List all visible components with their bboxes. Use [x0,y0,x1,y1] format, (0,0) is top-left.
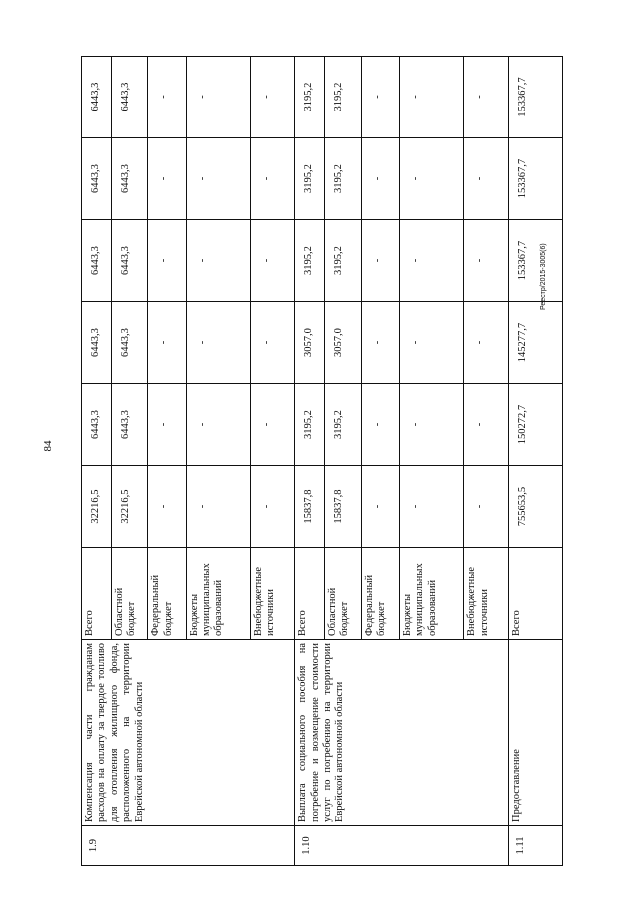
amount-cell: - [361,220,399,302]
amount-cell: - [464,384,508,466]
amount-cell: - [250,302,294,384]
amount-cell: 15837,8 [324,466,361,548]
page-number: 84 [42,440,54,452]
amount-cell: - [186,57,250,138]
amount-cell: - [361,466,399,548]
funding-source-cell: Внебюджетные источники [250,548,294,640]
program-funding-table [81,56,563,866]
amount-cell: - [464,57,508,138]
table-row [295,57,325,866]
amount-cell: - [361,384,399,466]
amount-cell: 153367,7 [508,57,562,138]
amount-cell: - [250,138,294,220]
measure-description-cell: Выплата социального пособия на погребение и возмещение стоимости услуг по погребению на территории Еврейской автономной области [295,640,508,826]
amount-cell: 6443,3 [111,138,148,220]
amount-cell: - [361,302,399,384]
rotated-table-wrapper [81,57,563,866]
table-row [82,57,112,866]
amount-cell: - [361,57,399,138]
amount-cell: 15837,8 [295,466,325,548]
amount-cell: - [186,138,250,220]
amount-cell: 6443,3 [111,302,148,384]
amount-cell: 3195,2 [324,384,361,466]
funding-source-cell: Областной бюджет [324,548,361,640]
amount-cell: - [148,384,186,466]
amount-cell: 6443,3 [111,384,148,466]
amount-cell: - [148,466,186,548]
funding-source-cell: Областной бюджет [111,548,148,640]
amount-cell: 6443,3 [82,302,112,384]
amount-cell: - [464,466,508,548]
amount-cell: 153367,7 [508,220,562,302]
amount-cell: - [399,220,463,302]
amount-cell: 6443,3 [82,138,112,220]
amount-cell: 6443,3 [82,220,112,302]
measure-description-cell: Предоставление [508,640,562,826]
amount-cell: - [186,384,250,466]
row-index-cell: 1.9 [82,826,295,866]
amount-cell: - [361,138,399,220]
amount-cell: - [186,466,250,548]
amount-cell: - [148,302,186,384]
registry-stamp: Реестр/2015-3005(6) [540,243,547,310]
amount-cell: 6443,3 [111,57,148,138]
amount-cell: - [464,302,508,384]
amount-cell: 6443,3 [111,220,148,302]
funding-source-cell: Федеральный бюджет [361,548,399,640]
funding-source-cell: Всего [295,548,325,640]
amount-cell: 150272,7 [508,384,562,466]
row-index-cell: 1.11 [508,826,562,866]
amount-cell: - [464,138,508,220]
funding-source-cell: Бюджеты муниципальных образований [186,548,250,640]
amount-cell: 3057,0 [324,302,361,384]
amount-cell: - [399,302,463,384]
table-body [82,57,563,866]
amount-cell: - [399,384,463,466]
measure-description-cell: Компенсация части гражданам расходов на оплату за твердое топливо для отопления жилищного фонда, расположенного на территории Еврейской автономной области [82,640,295,826]
amount-cell: 3057,0 [295,302,325,384]
amount-cell: - [186,220,250,302]
table-row [508,57,562,866]
amount-cell: 32216,5 [82,466,112,548]
amount-cell: - [399,138,463,220]
amount-cell: - [399,466,463,548]
funding-source-cell: Бюджеты муниципальных образований [399,548,463,640]
funding-source-cell: Внебюджетные источники [464,548,508,640]
amount-cell: 6443,3 [82,384,112,466]
amount-cell: - [464,220,508,302]
amount-cell: - [148,138,186,220]
amount-cell: 3195,2 [295,384,325,466]
amount-cell: 3195,2 [295,220,325,302]
amount-cell: - [399,57,463,138]
funding-source-cell: Федеральный бюджет [148,548,186,640]
amount-cell: 3195,2 [295,138,325,220]
amount-cell: 145277,7 [508,302,562,384]
amount-cell: - [148,57,186,138]
amount-cell: - [250,220,294,302]
amount-cell: - [148,220,186,302]
amount-cell: 153367,7 [508,138,562,220]
amount-cell: - [250,57,294,138]
amount-cell: 3195,2 [324,138,361,220]
funding-source-cell: Всего [508,548,562,640]
funding-source-cell: Всего [82,548,112,640]
amount-cell: 3195,2 [324,57,361,138]
amount-cell: 755653,5 [508,466,562,548]
amount-cell: 32216,5 [111,466,148,548]
amount-cell: 3195,2 [295,57,325,138]
amount-cell: - [250,384,294,466]
amount-cell: 6443,3 [82,57,112,138]
amount-cell: 3195,2 [324,220,361,302]
row-index-cell: 1.10 [295,826,508,866]
amount-cell: - [250,466,294,548]
amount-cell: - [186,302,250,384]
